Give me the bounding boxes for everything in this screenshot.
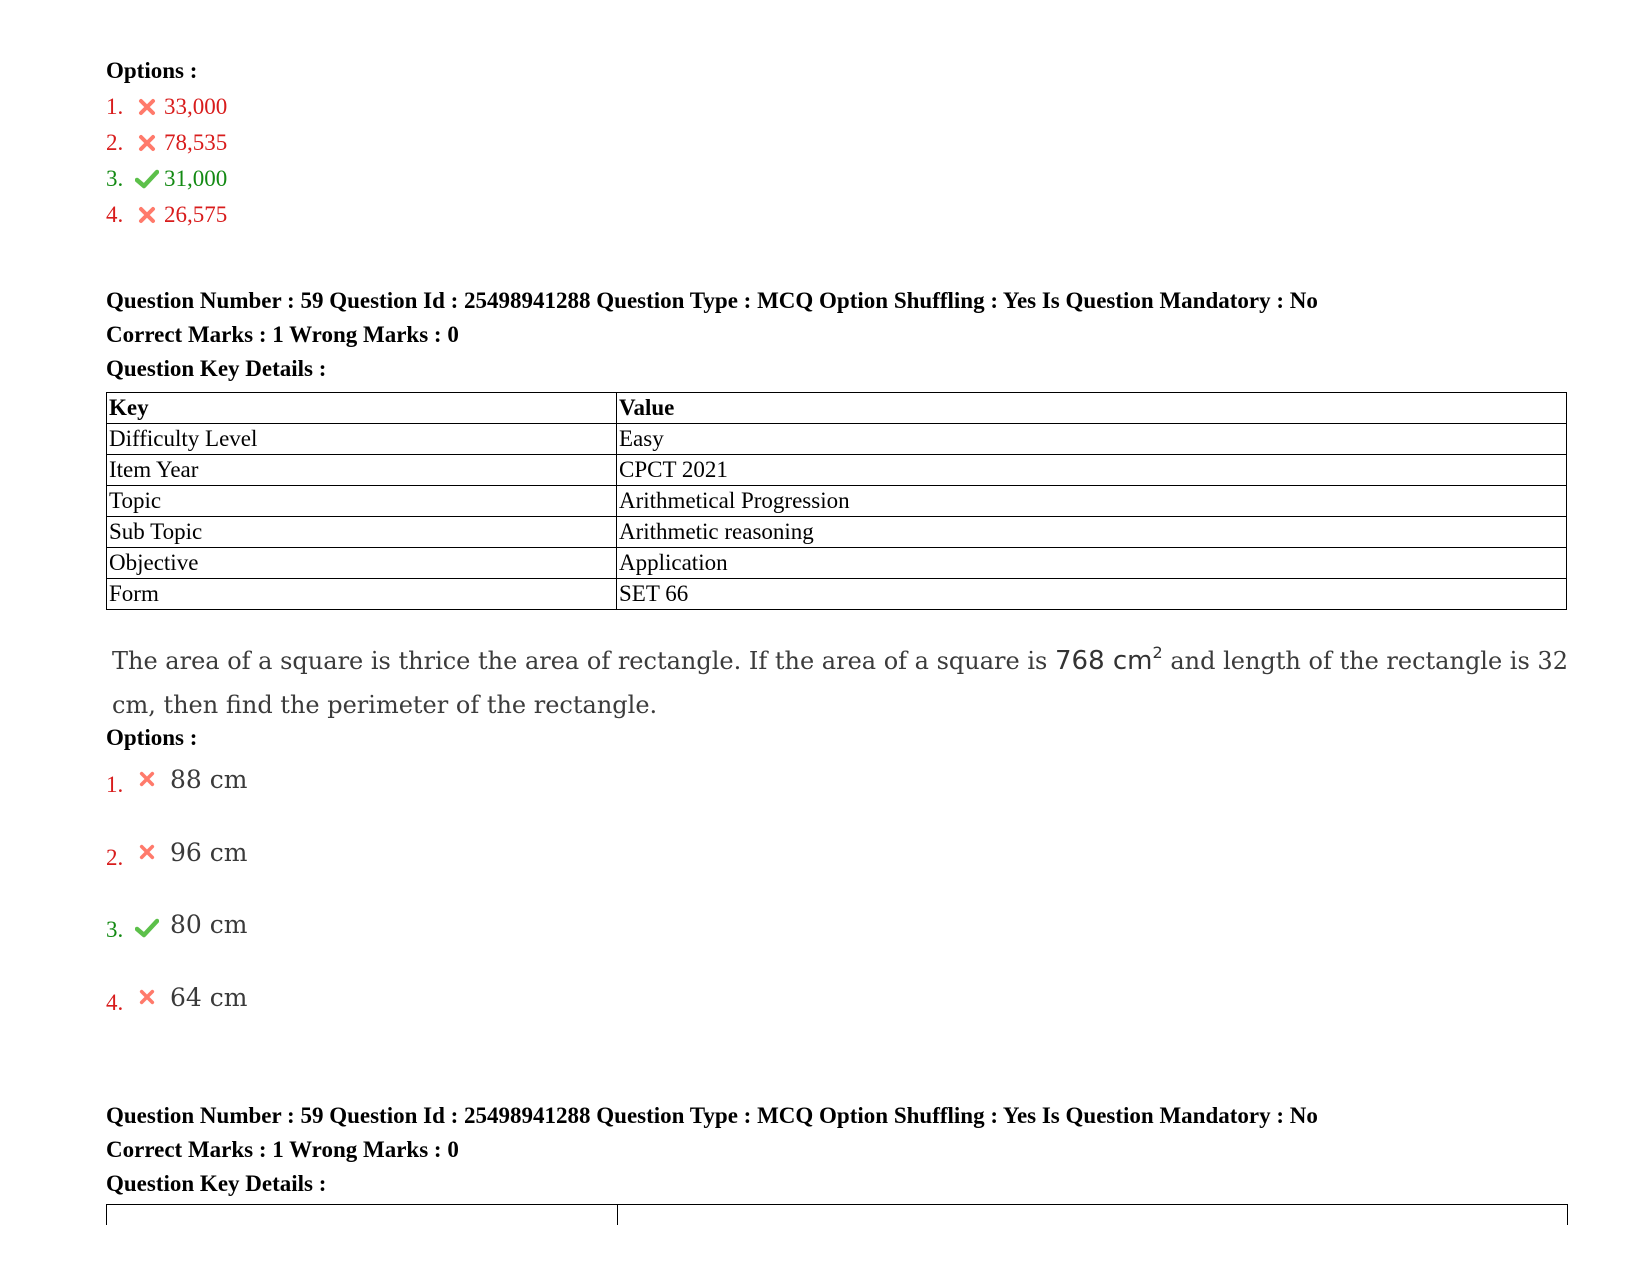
option-1 xyxy=(106,760,247,798)
table-column-divider xyxy=(617,1205,618,1225)
question-text xyxy=(112,631,1568,727)
option-3 xyxy=(106,166,227,192)
option-text: 33,000 xyxy=(164,94,228,119)
table-row xyxy=(107,455,1567,486)
question-text-part2: and length of the rectangle is 32 xyxy=(1170,647,1568,675)
option-3 xyxy=(106,905,247,943)
wrong-cross-icon xyxy=(134,985,160,1009)
question-text-part1: The area of a square is thrice the area of rectangle. If the area of a square is xyxy=(112,647,1048,675)
table-cell: Item Year xyxy=(107,455,617,486)
correct-check-icon xyxy=(134,908,160,940)
table-header-cell: Value xyxy=(617,393,1567,424)
question-text-line2: cm, then find the perimeter of the rectangle. xyxy=(112,691,658,719)
table-cell: Form xyxy=(107,579,617,610)
area-exponent: 2 xyxy=(1152,643,1163,662)
key-details-label: Question Key Details : xyxy=(106,1171,327,1196)
table-cell: Topic xyxy=(107,486,617,517)
table-row xyxy=(107,548,1567,579)
wrong-cross-icon xyxy=(134,203,160,227)
wrong-cross-icon xyxy=(134,131,160,155)
wrong-cross-icon xyxy=(134,767,160,791)
key-details-label: Question Key Details : xyxy=(106,356,327,381)
wrong-cross-icon xyxy=(134,840,160,864)
table-row xyxy=(107,579,1567,610)
option-number: 4. xyxy=(106,202,124,227)
option-2 xyxy=(106,130,227,156)
question-meta: Question Number : 59 Question Id : 25498941288 Question Type : MCQ Option Shuffling : Yes Is Question Mandatory : No xyxy=(106,1103,1318,1128)
table-cell: Arithmetic reasoning xyxy=(617,517,1567,548)
option-number: 1. xyxy=(106,94,124,119)
correct-check-icon xyxy=(134,167,160,191)
option-number: 1. xyxy=(106,772,124,797)
option-text: 88 cm xyxy=(170,764,248,794)
question-key-table-partial xyxy=(106,1204,1568,1225)
table-cell: Easy xyxy=(617,424,1567,455)
option-number: 3. xyxy=(106,917,124,942)
table-cell: Objective xyxy=(107,548,617,579)
area-value xyxy=(1054,643,1163,676)
table-cell: Arithmetical Progression xyxy=(617,486,1567,517)
area-value-text: 768 cm xyxy=(1054,646,1153,676)
options-label: Options : xyxy=(106,58,198,83)
option-text: 96 cm xyxy=(170,837,248,867)
table-row xyxy=(107,517,1567,548)
option-text: 26,575 xyxy=(164,202,228,227)
option-number: 2. xyxy=(106,845,124,870)
table-cell: Application xyxy=(617,548,1567,579)
table-row xyxy=(107,486,1567,517)
question-key-table xyxy=(106,392,1567,610)
table-header-row xyxy=(107,393,1567,424)
option-number: 3. xyxy=(106,166,124,191)
table-row xyxy=(107,424,1567,455)
table-cell: SET 66 xyxy=(617,579,1567,610)
option-2 xyxy=(106,833,247,871)
option-text: 80 cm xyxy=(170,909,248,939)
option-text: 64 cm xyxy=(170,982,248,1012)
option-1 xyxy=(106,94,227,120)
question-meta: Question Number : 59 Question Id : 25498941288 Question Type : MCQ Option Shuffling : Yes Is Question Mandatory : No xyxy=(106,288,1318,313)
option-4 xyxy=(106,978,247,1016)
option-number: 2. xyxy=(106,130,124,155)
table-cell: Sub Topic xyxy=(107,517,617,548)
options-label: Options : xyxy=(106,725,198,750)
option-text: 78,535 xyxy=(164,130,228,155)
marks-line: Correct Marks : 1 Wrong Marks : 0 xyxy=(106,322,459,347)
table-cell: Difficulty Level xyxy=(107,424,617,455)
option-number: 4. xyxy=(106,990,124,1015)
wrong-cross-icon xyxy=(134,95,160,119)
marks-line: Correct Marks : 1 Wrong Marks : 0 xyxy=(106,1137,459,1162)
option-4 xyxy=(106,202,227,228)
option-text: 31,000 xyxy=(164,166,228,191)
table-header-cell: Key xyxy=(107,393,617,424)
table-cell: CPCT 2021 xyxy=(617,455,1567,486)
